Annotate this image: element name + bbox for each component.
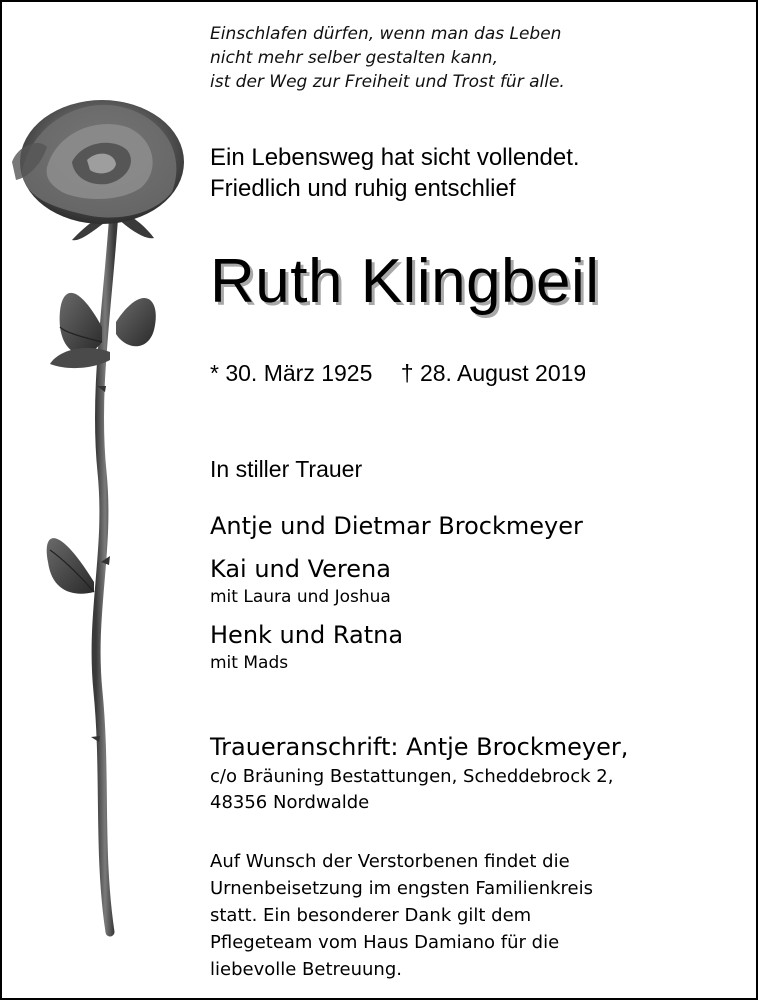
note-line: statt. Ein besonderer Dank gilt dem [210, 905, 532, 926]
note-line: Auf Wunsch der Verstorbenen findet die [210, 851, 570, 872]
death-date: † 28. August 2019 [400, 360, 587, 386]
family-group [210, 619, 583, 675]
family-group [210, 510, 583, 543]
intro-line: Friedlich und ruhig entschlief [210, 175, 516, 202]
rose-image [2, 92, 202, 942]
note-line: liebevolle Betreuung. [210, 959, 402, 980]
family-name: Henk und Ratna [210, 621, 404, 649]
family-group [210, 553, 583, 609]
note-line: Urnenbeisetzung im engsten Familienkreis [210, 878, 594, 899]
poem-line: ist der Weg zur Freiheit und Trost für alle. [210, 72, 565, 92]
family-list [210, 510, 583, 685]
birth-date: * 30. März 1925 [210, 360, 373, 386]
intro-line: Ein Lebensweg hat sicht vollendet. [210, 144, 580, 171]
mourning-address [210, 730, 628, 816]
address-line: Traueranschrift: Antje Brockmeyer, [210, 733, 629, 761]
family-name: Kai und Verena [210, 555, 391, 583]
funeral-note [210, 848, 593, 983]
note-line: Pflegeteam vom Haus Damiano für die [210, 932, 560, 953]
family-children: mit Mads [210, 653, 289, 673]
life-dates [210, 358, 586, 388]
poem-line: nicht mehr selber gestalten kann, [210, 48, 498, 68]
deceased-name: Ruth Klingbeil [210, 247, 600, 316]
intro-text [210, 142, 580, 204]
family-children: mit Laura und Joshua [210, 587, 391, 607]
address-line: c/o Bräuning Bestattungen, Scheddebrock 2, [210, 766, 614, 787]
poem-line: Einschlafen dürfen, wenn man das Leben [210, 24, 562, 44]
family-name: Antje und Dietmar Brockmeyer [210, 512, 583, 540]
address-line: 48356 Nordwalde [210, 792, 370, 813]
mourning-heading: In stiller Trauer [210, 456, 363, 482]
poem [210, 22, 565, 94]
